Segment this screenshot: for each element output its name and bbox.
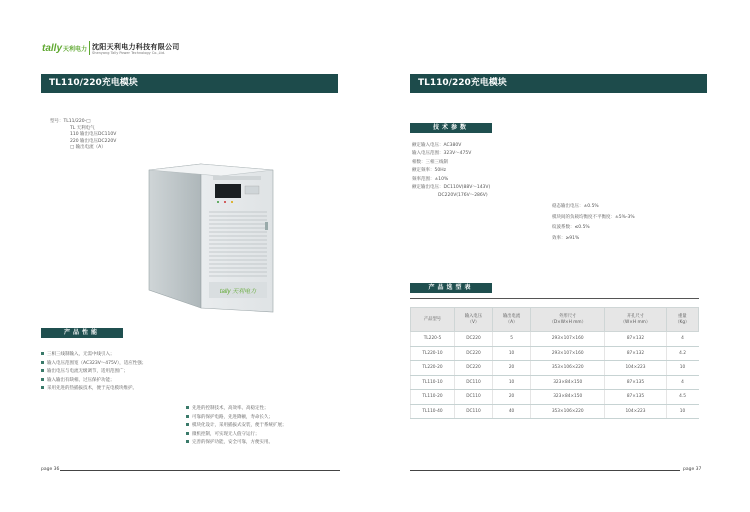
header-weight: 重量 （Kg） <box>666 308 698 332</box>
params-left <box>412 142 490 201</box>
param-line: 相数：三相三线制 <box>412 159 448 165</box>
table-row: TL110-20 DC110 20 323×84×150 87×135 4.5 <box>411 390 699 405</box>
right-footer-rule <box>410 470 680 471</box>
module-brand-label: tally 天利电力 <box>219 289 257 295</box>
left-page-title: TL110/220充电模块 <box>49 78 138 88</box>
table-row: TL220-5 DC220 5 293×107×160 87×132 4 <box>411 332 699 347</box>
model-table <box>410 307 699 419</box>
list-item: 采用先进的热插拔技术，便于充电模块维护。 <box>41 385 146 394</box>
bullet-icon <box>186 423 189 426</box>
table-row: TL220-20 DC220 20 353×106×220 104×223 10 <box>411 361 699 376</box>
table-header-row <box>411 308 699 332</box>
company-name-en: Shenyang Tally Power Technology Co.,Ltd. <box>92 51 166 55</box>
bullet-icon <box>41 369 44 372</box>
param-line: 效率：≥91% <box>552 235 580 241</box>
param-line: 稳态输出电压：±0.5% <box>552 204 599 209</box>
list-item: 微机控制，可实现无人值守运行； <box>186 431 287 440</box>
brand-logo: tally天利电力 <box>42 43 88 54</box>
param-line: 输入电压范围：323V～475V <box>412 151 472 157</box>
company-name-cn: 沈阳天利电力科技有限公司 <box>92 43 180 51</box>
lcd-display <box>215 184 241 198</box>
param-line: 额定输入电压：AC380V <box>412 143 462 148</box>
header-dimensions: 外形尺寸 （D×W×H mm） <box>531 308 605 332</box>
models-label: 产品选型表 <box>410 283 492 293</box>
list-item: 完善的保护功能，安全可靠，方便实用。 <box>186 439 287 448</box>
bullet-icon <box>41 352 44 355</box>
model-line: □ 输出电流（A） <box>70 145 106 151</box>
bullet-icon <box>41 378 44 381</box>
model-description <box>50 119 116 152</box>
table-top-rule <box>410 298 699 299</box>
list-item: 可靠的保护电路，先进降额，寿命长久； <box>186 414 287 423</box>
table-row: TL220-10 DC220 10 293×107×160 87×132 4.2 <box>411 346 699 361</box>
bullet-icon <box>186 415 189 418</box>
list-item: 先进的控制技术，高效率、高稳定性； <box>186 405 287 414</box>
charging-module-image <box>145 162 285 320</box>
bullet-icon <box>186 440 189 443</box>
left-footer-rule <box>60 470 340 471</box>
params-label: 技术参数 <box>410 123 492 133</box>
logo-divider <box>89 41 90 55</box>
header-model: 产品型号 <box>411 308 455 332</box>
bullet-icon <box>41 386 44 389</box>
model-line: 220 输出电压DC220V <box>70 138 117 144</box>
list-item: 输出电压与电流无级调节，适用范围广； <box>41 368 146 377</box>
param-line: 纹波系数：≤0.5% <box>552 225 590 230</box>
right-page-number: page 37 <box>683 467 702 472</box>
model-line: TL 天利电气 <box>70 125 95 131</box>
header-output-current: 输出电流 （A） <box>493 308 531 332</box>
header-input-voltage: 输入电压 （V） <box>454 308 492 332</box>
list-item: 输入输出有缺相、过压保护功能； <box>41 377 146 386</box>
param-line: DC220V(176V～286V) <box>438 193 488 199</box>
param-line: 额定输出电压：DC110V(88V～143V) <box>412 185 491 191</box>
model-line: 110 输出电压DC110V <box>70 132 117 138</box>
bullet-icon <box>186 432 189 435</box>
bullet-icon <box>41 361 44 364</box>
params-right <box>552 202 635 244</box>
param-line: 模块间的负载均衡度不平衡度：±5%-3% <box>552 214 635 220</box>
table-row: TL110-40 DC110 40 353×106×220 104×223 10 <box>411 404 699 419</box>
param-line: 额定频率：50Hz <box>412 168 446 174</box>
bullet-icon <box>186 406 189 409</box>
list-item: 模块化设计，采用插拔式安装，便于系统扩展； <box>186 422 287 431</box>
features-list-1 <box>41 351 146 394</box>
param-line: 频率范围：±10% <box>412 176 449 182</box>
left-title-bar <box>41 74 338 93</box>
left-page-number: page 36 <box>41 467 60 472</box>
header-cutout: 开孔尺寸 （W×H mm） <box>605 308 666 332</box>
list-item: 三相三线制输入，无需中线引入； <box>41 351 146 360</box>
features-list-2 <box>186 405 287 448</box>
right-page-title: TL110/220充电模块 <box>418 78 507 88</box>
right-title-bar <box>410 74 707 93</box>
list-item: 输入电压范围宽（AC323V～475V），适应性强； <box>41 360 146 369</box>
features-label: 产品性能 <box>41 328 123 338</box>
model-line: 型号：TL11/220-□ <box>50 119 91 124</box>
table-row: TL110-10 DC110 10 323×84×150 87×135 4 <box>411 375 699 390</box>
